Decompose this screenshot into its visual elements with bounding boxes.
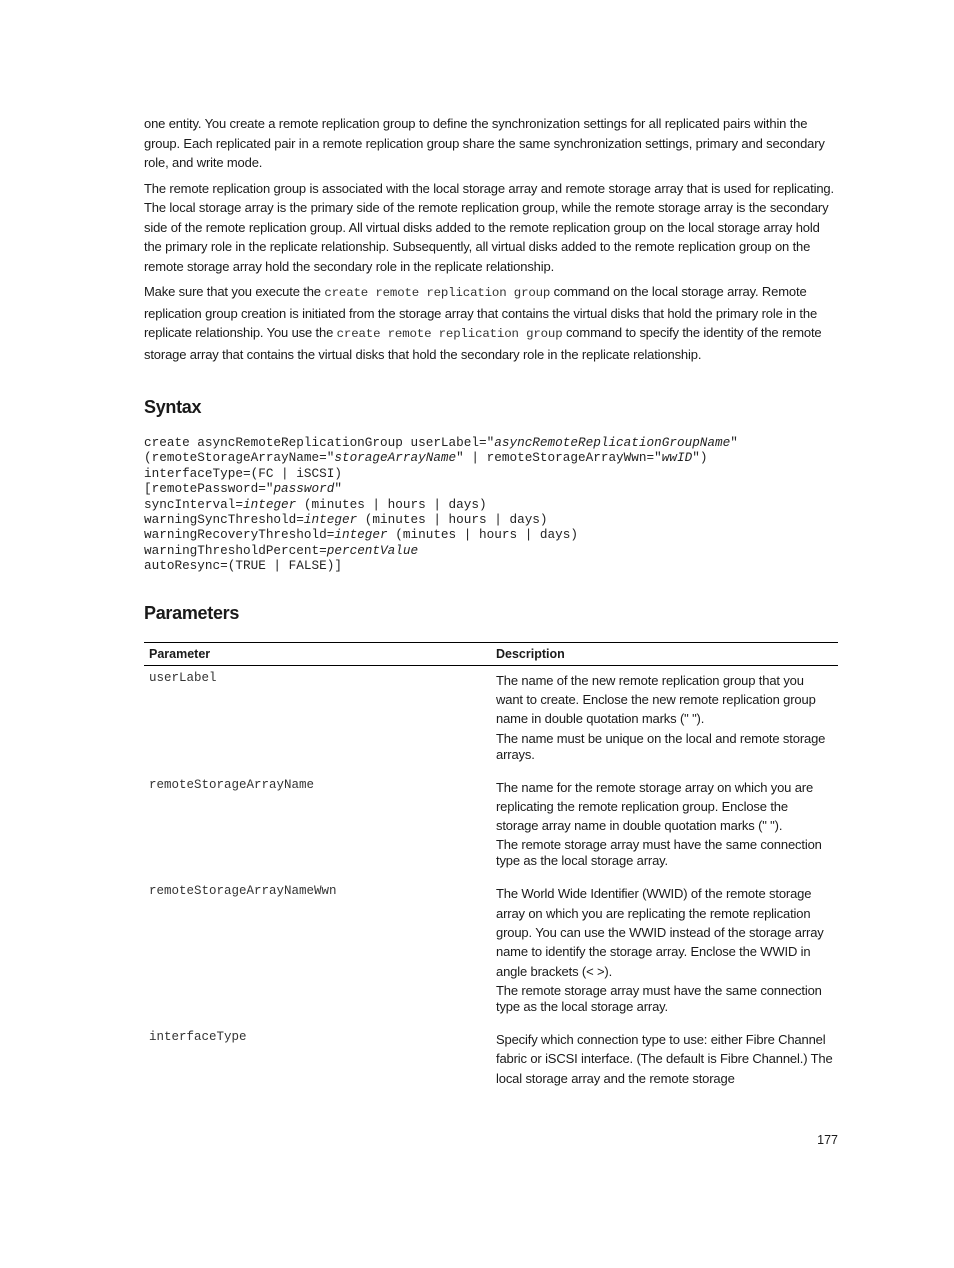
table-row: [144, 879, 838, 1024]
inline-code-command: create remote replication group: [324, 286, 551, 300]
syntax-text: syncInterval=: [144, 496, 243, 512]
syntax-text: autoResync=(TRUE | FALSE)]: [144, 558, 342, 574]
syntax-heading: Syntax: [144, 397, 202, 417]
parameters-heading: Parameters: [144, 602, 240, 623]
syntax-text: interfaceType=(FC | iSCSI): [144, 465, 342, 481]
syntax-text: (minutes | hours | days): [387, 527, 578, 543]
parameter-name: interfaceType: [149, 1029, 247, 1044]
column-header-description: Description: [491, 642, 838, 665]
parameter-description: [491, 1025, 838, 1098]
syntax-placeholder: percentValue: [326, 542, 419, 558]
inline-code-command: create remote replication group: [336, 327, 563, 341]
intro-text-c: command to specify the identity of the remote storage array that contains the virtual disks that hold the secondary role in the replicate relationship.: [144, 325, 822, 362]
syntax-text: [remotePassword=": [144, 481, 274, 497]
syntax-text: ": [334, 481, 342, 497]
column-header-parameter: Parameter: [144, 642, 491, 665]
parameter-description: [491, 665, 838, 772]
intro-text-b: command on the local storage array. Remote replication group creation is initiated from the storage array that contains the virtual disks that hold the primary role in the replicate relationship. You use the: [144, 284, 818, 340]
description-text: The remote storage array must have the same connection type as the local storage array.: [496, 982, 822, 1014]
syntax-text: (minutes | hours | days): [357, 512, 548, 528]
syntax-placeholder: integer: [303, 512, 358, 528]
syntax-text: ": [730, 435, 738, 450]
table-row: [144, 665, 838, 772]
description-text: The name for the remote storage array on which you are replicating the remote replication group. Enclose the storage array name in double quotation marks (" ").: [496, 779, 814, 834]
syntax-text: "): [692, 450, 708, 466]
description-text: The remote storage array must have the same connection type as the local storage array.: [496, 837, 822, 869]
syntax-text: (minutes | hours | days): [296, 496, 487, 512]
syntax-code-block: [144, 435, 838, 574]
intro-text-a: Make sure that you execute the: [144, 284, 325, 299]
syntax-placeholder: integer: [334, 527, 388, 543]
intro-paragraph-3: [144, 282, 838, 364]
intro-paragraph-1: one entity. You create a remote replication group to define the synchronization settings for all replicated pairs within the group. Each replicated pair in a remote replication group share the same synchronization settings, primary and secondary role, and write mode.: [144, 116, 825, 170]
parameter-name: remoteStorageArrayName: [149, 777, 315, 792]
parameter-name: remoteStorageArrayNameWwn: [149, 884, 337, 899]
parameter-name: userLabel: [149, 670, 217, 685]
syntax-text: warningThresholdPercent=: [144, 542, 327, 558]
description-text: The World Wide Identifier (WWID) of the remote storage array on which you are replicating the remote replication group. You can use the WWID instead of the storage array name to identify the storage array. Enclose the WWID in angle brackets (< >).: [496, 886, 824, 979]
syntax-text: warningSyncThreshold=: [144, 512, 304, 528]
table-header-row: [144, 642, 838, 665]
table-row: [144, 1025, 838, 1098]
syntax-placeholder: integer: [242, 496, 297, 512]
intro-paragraph-2: The remote replication group is associated with the local storage array and remote storage array that is used for replicating. The local storage array is the primary side of the remote replication group, while the remote storage array is the secondary side of the remote replication group. All virtual disks added to the remote replication group on the local storage array hold the primary role in the replicate relationship. Subsequently, all virtual disks added to the remote replication group on the remote storage array hold the secondary role in the replicate relationship.: [144, 180, 834, 274]
syntax-placeholder: storageArrayName: [334, 450, 457, 466]
syntax-placeholder: password: [273, 481, 335, 497]
syntax-text: (remoteStorageArrayName=": [144, 450, 335, 466]
parameter-description: [491, 773, 838, 880]
page-number: 177: [817, 1133, 838, 1147]
parameters-table: [144, 642, 838, 1098]
description-text: The name of the new remote replication group that you want to create. Enclose the new remote replication group name in double quotation marks (" ").: [496, 672, 816, 727]
document-page: [144, 114, 838, 1098]
table-row: [144, 773, 838, 880]
syntax-text: warningRecoveryThreshold=: [144, 527, 335, 543]
syntax-placeholder: wwID: [661, 450, 693, 466]
description-text: Specify which connection type to use: either Fibre Channel fabric or iSCSI interface. (The default is Fibre Channel.) The local storage array and the remote storage: [496, 1031, 833, 1086]
description-text: The name must be unique on the local and remote storage arrays.: [496, 730, 826, 762]
parameter-description: [491, 879, 838, 1024]
syntax-text: " | remoteStorageArrayWwn=": [456, 450, 662, 466]
syntax-text: create asyncRemoteReplicationGroup userLabel=": [144, 435, 495, 450]
syntax-placeholder: asyncRemoteReplicationGroupName: [494, 435, 731, 450]
